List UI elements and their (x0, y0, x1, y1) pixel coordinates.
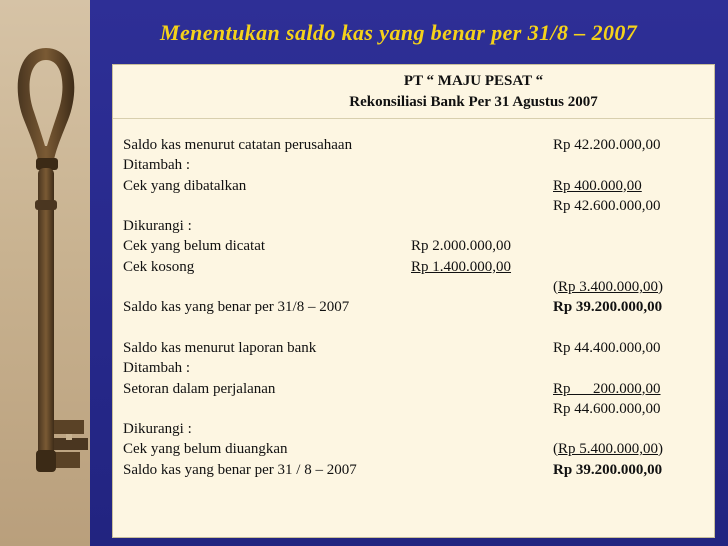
row-amount: Rp 39.200.000,00 (553, 299, 663, 316)
row-label: Saldo kas menurut catatan perusahaan (123, 137, 353, 153)
row-amount: Rp 42.600.000,00 (553, 197, 661, 214)
row-saldo-perusahaan (123, 135, 708, 155)
reconciliation-document (112, 64, 715, 538)
row-saldo-benar-2 (123, 460, 708, 480)
row-spacer (123, 318, 708, 338)
row-label: Cek kosong (123, 258, 195, 275)
header-divider (113, 118, 714, 119)
row-amount: Rp 39.200.000,00 (553, 461, 663, 478)
row-amount: (Rp 5.400.000,00) (553, 441, 664, 458)
row-amount: Rp 200.000,00 (553, 380, 661, 397)
row-mid-amount: Rp 2.000.000,00 (411, 238, 512, 255)
row-saldo-bank (123, 338, 708, 358)
row-ditambah-2 (123, 358, 708, 378)
row-cek-belum-dicatat (123, 236, 708, 256)
document-subtitle: Rekonsiliasi Bank Per 31 Agustus 2007 (349, 94, 598, 110)
slide-title: Menentukan saldo kas yang benar per 31/8 – 2007 (160, 20, 638, 45)
row-cek-kosong (123, 257, 708, 277)
row-label: Ditambah : (123, 360, 191, 377)
row-saldo-benar-1 (123, 297, 708, 317)
row-mid-amount: Rp 1.400.000,00 (411, 258, 512, 275)
row-cek-belum-diuangkan (123, 439, 708, 459)
row-label: Saldo kas yang benar per 31/8 – 2007 (123, 299, 350, 316)
row-label: Saldo kas menurut laporan bank (123, 339, 317, 356)
row-total-pengurang-1 (123, 277, 708, 297)
row-amount: Rp 44.400.000,00 (553, 339, 661, 356)
row-subtotal-2 (123, 399, 708, 419)
row-label: Ditambah : (123, 157, 191, 174)
reconciliation-rows (123, 135, 708, 480)
row-label: Saldo kas yang benar per 31 / 8 – 2007 (123, 461, 357, 478)
row-label: Dikurangi : (123, 218, 192, 235)
row-dikurangi-2 (123, 419, 708, 439)
row-cek-dibatalkan (123, 176, 708, 196)
company-name: PT “ MAJU PESAT “ (403, 73, 544, 89)
row-amount: Rp 400.000,00 (553, 177, 642, 194)
row-label: Dikurangi : (123, 421, 192, 438)
row-amount: Rp 44.600.000,00 (553, 400, 661, 417)
row-dikurangi (123, 216, 708, 236)
key-image (6, 40, 96, 480)
row-amount: Rp 42.200.000,00 (553, 137, 661, 153)
row-setoran (123, 379, 708, 399)
row-label: Cek yang belum diuangkan (123, 441, 288, 458)
row-label: Cek yang belum dicatat (123, 238, 266, 255)
row-label: Cek yang dibatalkan (123, 177, 247, 194)
row-label: Setoran dalam perjalanan (123, 380, 276, 397)
row-amount: (Rp 3.400.000,00) (553, 279, 664, 296)
row-subtotal-1 (123, 196, 708, 216)
row-ditambah (123, 155, 708, 175)
